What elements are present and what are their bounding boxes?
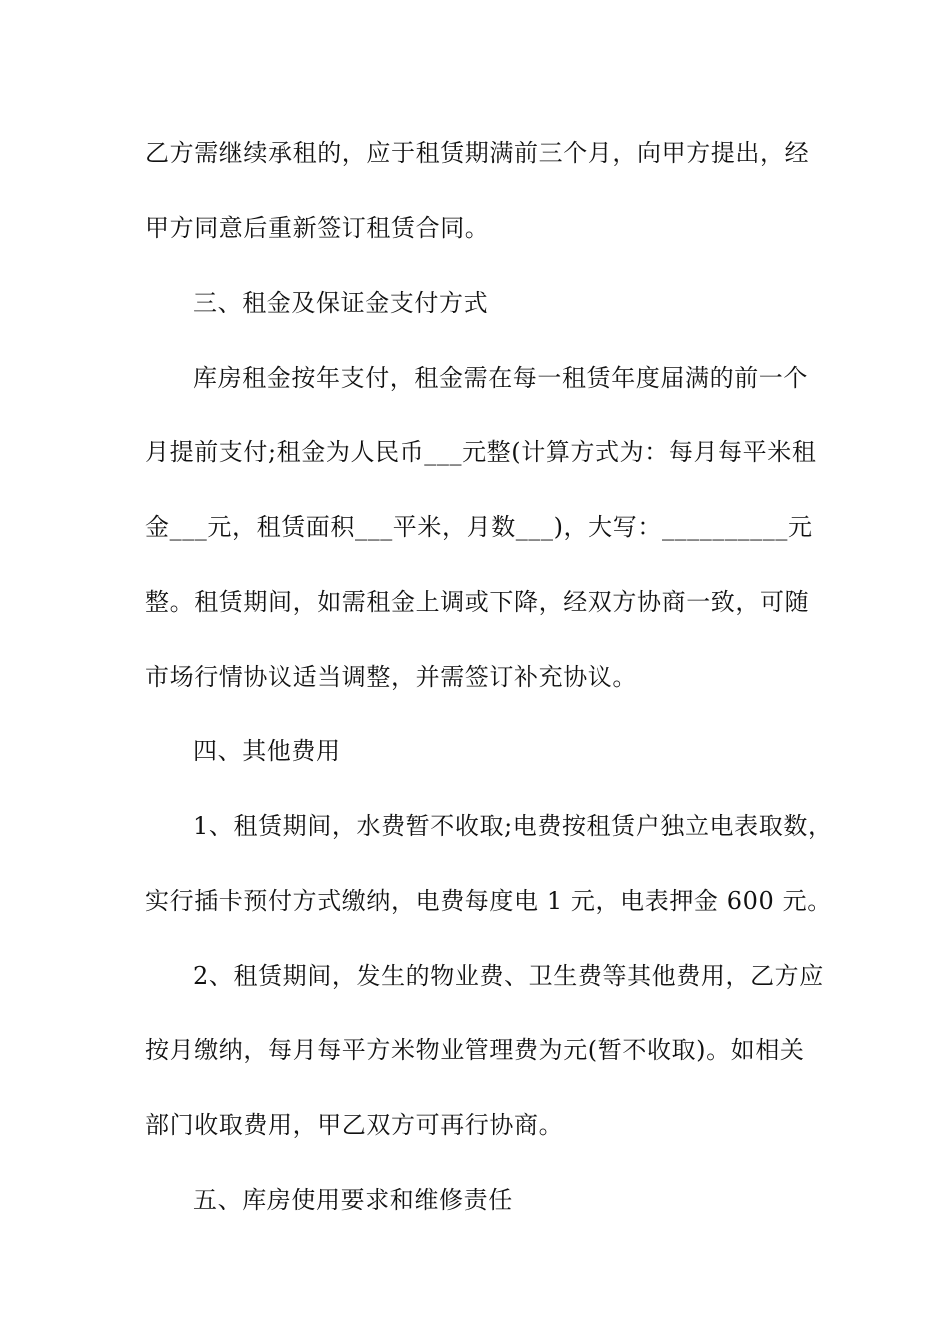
text-line: 部门收取费用，甲乙双方可再行协商。 [145, 1111, 564, 1139]
text-line: 1、租赁期间，水费暂不收取;电费按租赁户独立电表取数， [193, 812, 833, 840]
text-line: 实行插卡预付方式缴纳，电费每度电 1 元，电表押金 600 元。 [145, 887, 832, 915]
text-line: 金___元，租赁面积___平米，月数___)，大写：__________元 [145, 513, 813, 541]
text-line: 库房租金按年支付，租金需在每一租赁年度届满的前一个 [193, 364, 808, 392]
text-line: 市场行情协议适当调整，并需签订补充协议。 [145, 663, 637, 691]
text-line: 乙方需继续承租的，应于租赁期满前三个月，向甲方提出，经 [145, 139, 810, 167]
section-heading: 四、其他费用 [193, 737, 341, 765]
section-heading: 五、库房使用要求和维修责任 [193, 1186, 513, 1214]
text-line: 月提前支付;租金为人民币___元整(计算方式为：每月每平米租 [145, 438, 817, 466]
section-heading: 三、租金及保证金支付方式 [193, 289, 489, 317]
text-line: 按月缴纳，每月每平方米物业管理费为元(暂不收取)。如相关 [145, 1036, 805, 1064]
text-line: 甲方同意后重新签订租赁合同。 [145, 214, 490, 242]
text-line: 2、租赁期间，发生的物业费、卫生费等其他费用，乙方应 [193, 962, 824, 990]
text-line: 整。租赁期间，如需租金上调或下降，经双方协商一致，可随 [145, 588, 810, 616]
